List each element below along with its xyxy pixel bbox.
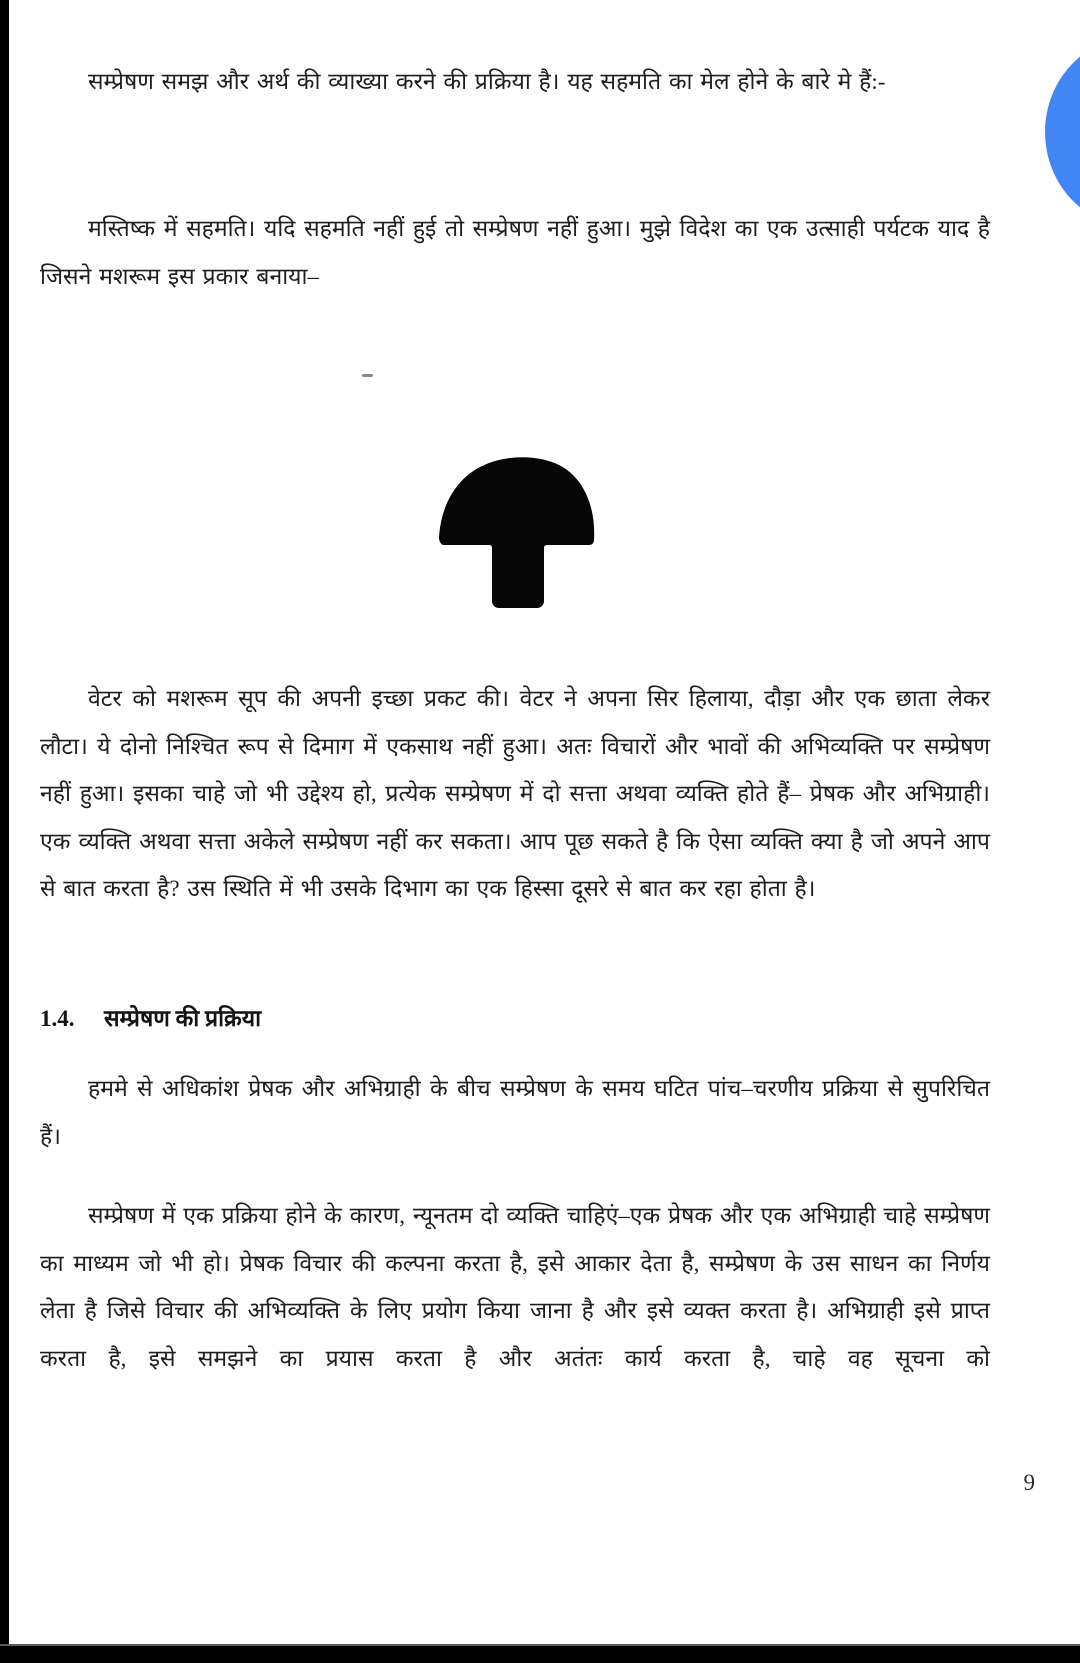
section-heading — [40, 995, 990, 1043]
section-number: 1.4. — [40, 1006, 75, 1031]
blue-highlight-blob — [1045, 36, 1080, 228]
mushroom-illustration — [432, 442, 606, 610]
paragraph-intro: सम्प्रेषण समझ और अर्थ की व्याख्या करने की प्रक्रिया है। यह सहमति का मेल होने के बारे मे हैं:- — [88, 69, 886, 94]
paragraph-sender-receiver: सम्प्रेषण में एक प्रक्रिया होने के कारण, न्यूनतम दो व्यक्ति चाहिएं–एक प्रेषक और एक अभिग्राही चाहे सम्प्रेषण का माध्यम जो भी हो। प्रेषक विचार की कल्पना करता है, इसे आकार देता है, सम्प्रेषण के उस साधन का निर्णय लेता है जिसे विचार की अभिव्यक्ति के लिए प्रयोग किया जाना है और इसे व्यक्त करता है। अभिग्राही इसे प्राप्त करता है, इसे समझने का प्रयास करता है और अतंतः कार्य करता है, चाहे वह सूचना को — [40, 1203, 990, 1371]
paragraph-agreement: मस्तिष्क में सहमति। यदि सहमति नहीं हुई तो सम्प्रेषण नहीं हुआ। मुझे विदेश का एक उत्साही पर्यटक याद है जिसने मशरूम इस प्रकार बनाया– — [40, 216, 990, 289]
viewer-bottom-bar — [0, 1644, 1080, 1663]
stray-scan-mark — [362, 374, 373, 377]
viewer-left-edge-bar — [0, 0, 9, 1663]
paragraph-waiter-story: वेटर को मशरूम सूप की अपनी इच्छा प्रकट की। वेटर ने अपना सिर हिलाया, दौड़ा और एक छाता लेकर लौटा। ये दोनो निश्चित रूप से दिमाग में एकसाथ नहीं हुआ। अतः विचारों और भावों की अभिव्यक्ति पर सम्प्रेषण नहीं हुआ। इसका चाहे जो भी उद्देश्य हो, प्रत्येक सम्प्रेषण में दो सत्ता अथवा व्यक्ति होते हैं– प्रेषक और अभिग्राही। एक व्यक्ति अथवा सत्ता अकेले सम्प्रेषण नहीं कर सकता। आप पूछ सकते है कि ऐसा व्यक्ति क्या है जो अपने आप से बात करता है? उस स्थिति में भी उसके दिभाग का एक हिस्सा दूसरे से बात कर रहा होता है। — [40, 686, 990, 901]
paragraph-five-step-process: हममे से अधिकांश प्रेषक और अभिग्राही के बीच सम्प्रेषण के समय घटित पांच–चरणीय प्रक्रिया से सुपरिचित हैं। — [40, 1076, 990, 1149]
section-title: सम्प्रेषण की प्रक्रिया — [104, 1006, 262, 1031]
page-number: 9 — [1023, 1470, 1035, 1495]
